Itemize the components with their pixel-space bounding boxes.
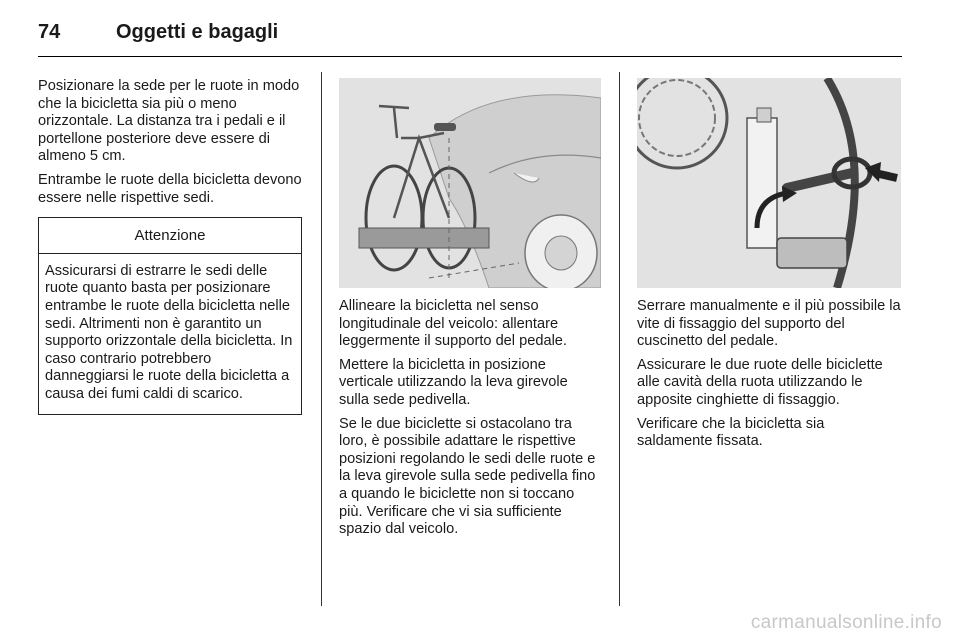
column-3 bbox=[637, 298, 901, 457]
page-number: 74 bbox=[38, 20, 61, 43]
col1-paragraph-1: Posizionare la sede per le ruote in modo che la bicicletta sia più o meno orizzontale. La distanza tra i pedali e il portellone posteriore deve essere di almeno 5 cm. bbox=[38, 78, 300, 165]
col3-paragraph-1: Serrare manualmente e il più possibile la vite di fissaggio del supporto del cuscinetto del pedale. bbox=[637, 298, 901, 350]
watermark: carmanualsonline.info bbox=[750, 612, 942, 633]
col3-paragraph-2: Assicurare le due ruote delle biciclette alle cavità della ruota utilizzando le apposite cinghiette di fissaggio. bbox=[637, 356, 883, 408]
column-2 bbox=[339, 298, 601, 545]
header-rule bbox=[38, 56, 902, 57]
column-divider-1 bbox=[321, 72, 322, 606]
col2-paragraph-2: Mettere la bicicletta in posizione verticale utilizzando la leva girevole sulla sede pedivella. bbox=[339, 356, 568, 408]
column-divider-2 bbox=[619, 72, 620, 606]
warning-box bbox=[38, 217, 302, 414]
bicycle-carrier-illustration-icon bbox=[339, 78, 601, 288]
col1-paragraph-2: Entrambe le ruote della bicicletta devono essere nelle rispettive sedi. bbox=[38, 171, 302, 206]
page-title: Oggetti e bagagli bbox=[116, 20, 279, 43]
col3-paragraph-3: Verificare che la bicicletta sia saldamente fissata. bbox=[637, 415, 825, 450]
column-1 bbox=[38, 78, 304, 415]
col2-paragraph-3: Se le due biciclette si ostacolano tra loro, è possibile adattare le rispettive posizioni regolando le sedi delle ruote e la leva girevole sulla sede pedivella fino a quando le biciclette non si toccano più. Verificare che vi sia sufficiente spazio dal veicolo. bbox=[339, 415, 596, 538]
page-header bbox=[38, 14, 278, 50]
warning-text: Assicurarsi di estrarre le sedi delle ruote quanto basta per posizionare entrambe le ruote della bicicletta nelle sedi. Altrimenti non è garantito un supporto orizzontale della bicicletta. In caso contrario potrebbero danneggiarsi le ruote della bicicletta a causa dei fumi caldi di scarico. bbox=[45, 262, 293, 402]
col2-paragraph-1: Allineare la bicicletta nel senso longitudinale del veicolo: allentare leggermente il supporto del pedale. bbox=[339, 298, 567, 350]
warning-title: Attenzione bbox=[39, 218, 301, 254]
pedal-support-illustration-icon bbox=[637, 78, 901, 288]
